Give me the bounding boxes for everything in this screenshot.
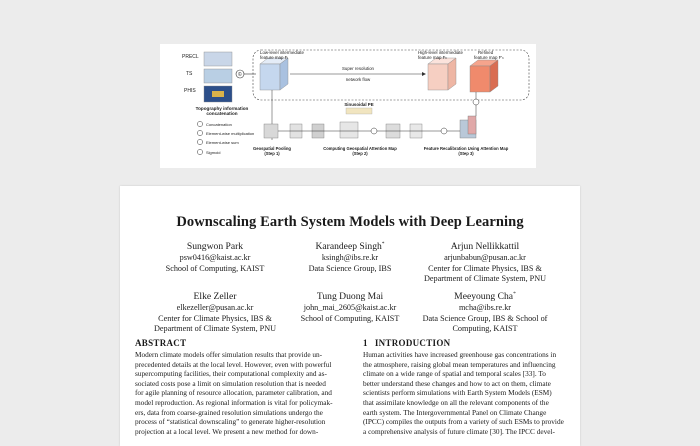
step2-label-1: Computing Geospatial Attention Map xyxy=(323,146,397,151)
author-name: Sungwon Park xyxy=(186,241,244,253)
introduction-body xyxy=(363,350,577,436)
text-line: the atmosphere, raising global mean temperatures and influencing xyxy=(363,359,556,369)
author-affiliation: Center for Climate Physics, IBS & xyxy=(158,313,272,323)
sinusoidal-pe-label: Sinusoidal PE xyxy=(344,102,374,107)
introduction-heading xyxy=(363,338,450,348)
text-line: model reproduction. As regional information is vital for policymak- xyxy=(135,397,333,407)
author-affiliation: Department of Climate System, PNU xyxy=(153,324,277,334)
step2-label-2: (Step 2) xyxy=(352,151,368,156)
legend-multiply-icon xyxy=(197,130,202,135)
refined-label-1: Refined xyxy=(478,50,494,55)
step-block-1 xyxy=(264,124,278,138)
sr-flow-arrowhead xyxy=(422,72,426,76)
text-line: ers, data from coarse-grained resolution simulations undergo the xyxy=(135,407,323,417)
author-name: Arjun Nellikkattil xyxy=(450,241,520,253)
author-affiliation: Data Science Group, IBS xyxy=(308,263,392,273)
author-email: ksingh@ibs.re.kr xyxy=(321,253,379,263)
topo-caption-line1: Topography information xyxy=(195,106,249,111)
author-affiliation: Computing, KAIST xyxy=(452,324,518,334)
text-line: Modern climate models offer simulation results that provide un- xyxy=(135,350,323,359)
author-name: Meeyoung Cha* xyxy=(454,291,516,303)
legend-concat-icon xyxy=(197,121,202,126)
concatenation-symbol: © xyxy=(238,72,242,78)
paper-title: Downscaling Earth System Models with Deep Learning xyxy=(176,214,524,230)
paper-page xyxy=(120,186,580,446)
legend-sum: Element-wise sum xyxy=(206,140,239,145)
text-line: projection at a local level. We present a new method for down- xyxy=(135,426,319,436)
text-line: supercomputing facilities, their computational complexity and as- xyxy=(135,369,327,379)
step1-label-2: (Step 1) xyxy=(264,151,280,156)
text-line: earth system. The Intergovernmental Panel on Climate Change xyxy=(363,407,547,417)
author-email: arjunbabun@pusan.ac.kr xyxy=(444,253,526,263)
legend-sum-icon xyxy=(197,139,202,144)
text-line: a comprehensive analysis of future climate [30]. The IPCC devel- xyxy=(363,426,555,436)
author-affiliation: Department of Climate System, PNU xyxy=(423,274,547,284)
sinusoidal-pe-block xyxy=(346,108,372,114)
sr-flow-label-2: network flow xyxy=(345,77,371,82)
input-map-phis-highlight xyxy=(212,91,224,97)
architecture-diagram xyxy=(160,44,536,168)
step-blocks xyxy=(264,116,476,138)
pe-sum-icon xyxy=(371,128,377,134)
topo-caption-line2: concatenation xyxy=(206,111,238,116)
low-feature-label-2: feature map Fₗ xyxy=(260,55,289,60)
legend-concatenation: Concatenation xyxy=(206,122,232,127)
author-email: psw0416@kaist.ac.kr xyxy=(179,253,251,263)
author-name: Tung Duong Mai xyxy=(316,291,384,303)
step1-label-1: Geospatial Pooling xyxy=(253,146,291,151)
step-block-8 xyxy=(468,116,476,134)
sr-flow-label-1: Super resolution xyxy=(342,66,374,71)
text-line: climate on a wide range of spatial and temporal scales [33]. To xyxy=(363,369,546,379)
low-feature-cube xyxy=(260,64,280,90)
author-affiliation: School of Computing, KAIST xyxy=(300,313,400,323)
text-line: sociated costs pose a limit on simulation resolution that is needed xyxy=(135,378,326,388)
high-feature-label-2: feature map Fₕ xyxy=(418,55,448,60)
text-line: Human activities have increased greenhouse gas concentrations in xyxy=(363,350,557,359)
author-block xyxy=(410,238,560,285)
text-line: better understand these changes and how to act on them, climate xyxy=(363,378,551,388)
author-block xyxy=(410,288,560,335)
text-line: precedented details at the local level. However, even with powerful xyxy=(135,359,332,369)
input-map-precl xyxy=(204,52,232,66)
text-line: scientists perform simulations with Earth System Models (ESM) xyxy=(363,388,552,398)
step3-label-2: (Step 3) xyxy=(458,151,474,156)
author-block xyxy=(275,238,425,274)
author-email: john_mai_2605@kaist.ac.kr xyxy=(303,303,397,313)
author-affiliation: Data Science Group, IBS & School of xyxy=(422,313,548,323)
text-line: that assimilate knowledge on all the relevant components of the xyxy=(363,397,549,407)
author-email: elkezeller@pusan.ac.kr xyxy=(176,303,254,313)
step3-label-1: Feature Recalibration Using Attention Map xyxy=(423,146,509,151)
input-label-ts: TS xyxy=(186,71,193,77)
legend-multiplication: Element-wise multiplication xyxy=(206,131,255,136)
text-line: process of “statistical downscaling” to generate higher-resolution xyxy=(135,417,326,427)
abstract-body xyxy=(135,350,349,436)
low-feature-label-1: Low-level intermediate xyxy=(260,50,304,55)
refined-cube xyxy=(470,66,490,92)
text-line: (IPCC) compiles the outputs from a variety of such ESMs to provide xyxy=(363,417,564,427)
sigmoid-icon xyxy=(441,128,447,134)
author-email: mcha@ibs.re.kr xyxy=(458,303,512,313)
input-map-ts xyxy=(204,69,232,83)
step-block-4 xyxy=(340,122,358,138)
author-block xyxy=(140,238,290,274)
high-feature-cube xyxy=(428,64,448,90)
author-block xyxy=(275,288,425,324)
section-title: INTRODUCTION xyxy=(374,338,451,348)
section-number: 1 xyxy=(363,338,368,348)
author-affiliation: Center for Climate Physics, IBS & xyxy=(428,263,542,273)
author-name: Karandeep Singh* xyxy=(315,241,385,253)
text-line: for agile planning of resource allocation, parameter calibration, and xyxy=(135,388,332,398)
legend-sigmoid-icon xyxy=(197,149,202,154)
abstract-heading: ABSTRACT xyxy=(135,338,187,348)
architecture-figure xyxy=(160,44,536,168)
author-name: Elke Zeller xyxy=(193,291,237,303)
refined-label-2: feature map F'ₕ xyxy=(474,55,504,60)
input-label-precl: PRECL xyxy=(182,54,199,60)
author-block xyxy=(140,288,290,335)
input-label-phis: PHIS xyxy=(184,88,196,94)
author-affiliation: School of Computing, KAIST xyxy=(165,263,265,273)
legend-sigmoid: Sigmoid xyxy=(206,150,221,155)
high-feature-label-1: High-level intermediate xyxy=(418,50,463,55)
recalibration-multiply-icon xyxy=(473,99,479,105)
